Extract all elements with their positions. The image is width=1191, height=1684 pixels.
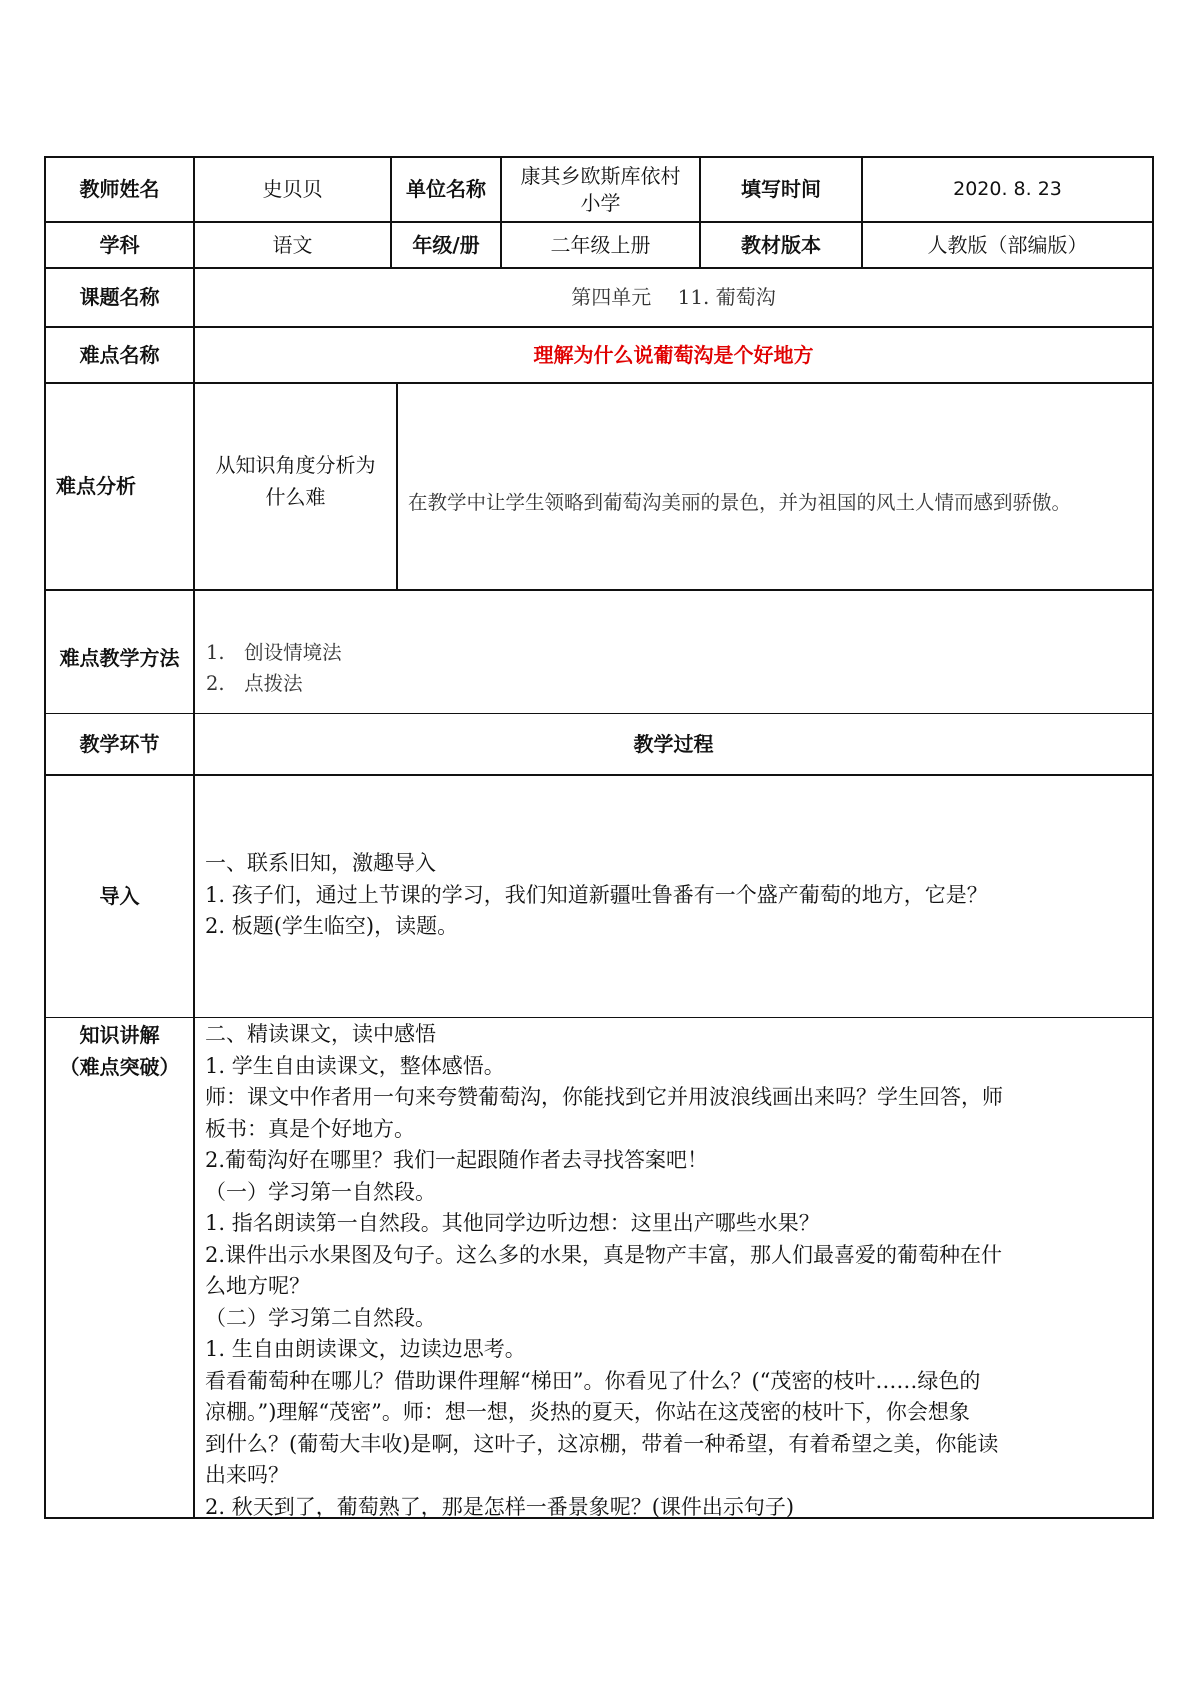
knowledge-line: 么地方呢？ bbox=[205, 1274, 310, 1298]
process-header: 教学过程 bbox=[633, 732, 714, 756]
method-item: 2. 点拨法 bbox=[206, 672, 303, 695]
intro-label: 导入 bbox=[99, 884, 140, 908]
knowledge-line: 出来吗？ bbox=[205, 1463, 289, 1487]
knowledge-line: 板书：真是个好地方。 bbox=[205, 1116, 415, 1141]
knowledge-content bbox=[205, 1019, 1003, 1523]
knowledge-line: 2.课件出示水果图及句子。这么多的水果，真是物产丰富，那人们最喜爱的葡萄种在什 bbox=[205, 1242, 1003, 1267]
difficulty-label: 难点名称 bbox=[79, 342, 160, 367]
row-divider bbox=[44, 774, 1154, 776]
row-divider bbox=[44, 1017, 1154, 1018]
edition-value: 人教版（部编版） bbox=[927, 232, 1088, 257]
unit-name-line: 康其乡欧斯库依村 bbox=[520, 163, 681, 188]
knowledge-line: 凉棚。”)理解“茂密”。师：想一想，炎热的夏天，你站在这茂密的枝叶下，你会想象 bbox=[205, 1400, 970, 1424]
difficulty-value: 理解为什么说葡萄沟是个好地方 bbox=[533, 342, 814, 367]
knowledge-line: 1. 指名朗读第一自然段。其他同学边听边想：这里出产哪些水果？ bbox=[205, 1211, 820, 1235]
unit-name-line: 小学 bbox=[580, 190, 621, 215]
analysis-sub-label-line: 从知识角度分析为 bbox=[215, 452, 376, 477]
analysis-label: 难点分析 bbox=[56, 474, 136, 498]
grade-label: 年级/册 bbox=[412, 232, 480, 257]
knowledge-line: 2.葡萄沟好在哪里？我们一起跟随作者去寻找答案吧！ bbox=[205, 1148, 709, 1172]
subject-label: 学科 bbox=[99, 232, 140, 257]
fill-time-label: 填写时间 bbox=[741, 177, 821, 201]
unit-name-value bbox=[502, 158, 699, 221]
analysis-value: 在教学中让学生领略到葡萄沟美丽的景色，并为祖国的风土人情而感到骄傲。 bbox=[408, 491, 1072, 515]
topic-value: 第四单元 11. 葡萄沟 bbox=[571, 285, 776, 309]
unit-name-label: 单位名称 bbox=[406, 177, 486, 201]
knowledge-line: 师：课文中作者用一句来夸赞葡萄沟，你能找到它并用波浪线画出来吗？学生回答，师 bbox=[205, 1085, 1003, 1109]
intro-line: 1. 孩子们，通过上节课的学习，我们知道新疆吐鲁番有一个盛产葡萄的地方，它是？ bbox=[205, 882, 988, 907]
edition-label: 教材版本 bbox=[741, 232, 821, 257]
knowledge-line: 看看葡萄种在哪儿？借助课件理解“梯田”。你看见了什么？(“茂密的枝叶……绿色的 bbox=[205, 1368, 981, 1393]
analysis-sub-label-line: 什么难 bbox=[265, 484, 326, 509]
knowledge-label-line: 知识讲解 bbox=[79, 1023, 160, 1047]
method-item: 1. 创设情境法 bbox=[206, 641, 342, 664]
analysis-sub-label bbox=[195, 384, 396, 589]
knowledge-line: 二、精读课文，读中感悟 bbox=[205, 1022, 436, 1046]
method-label: 难点教学方法 bbox=[59, 645, 180, 670]
knowledge-line: 1. 生自由朗读课文，边读边思考。 bbox=[205, 1337, 526, 1361]
knowledge-line: 1. 学生自由读课文，整体感悟。 bbox=[205, 1053, 505, 1078]
process-step-label: 教学环节 bbox=[79, 732, 160, 756]
knowledge-label-line: （难点突破） bbox=[59, 1055, 180, 1079]
fill-time-value: 2020. 8. 23 bbox=[953, 177, 1062, 200]
knowledge-line: （二）学习第二自然段。 bbox=[205, 1305, 436, 1330]
teacher-name-label: 教师姓名 bbox=[79, 177, 160, 201]
grade-value: 二年级上册 bbox=[550, 232, 651, 257]
row-divider bbox=[44, 713, 1154, 714]
knowledge-line: （一）学习第一自然段。 bbox=[205, 1179, 436, 1204]
knowledge-label bbox=[46, 1019, 193, 1089]
topic-label: 课题名称 bbox=[79, 285, 160, 309]
intro-content bbox=[205, 848, 988, 943]
teacher-name-value: 史贝贝 bbox=[262, 177, 323, 201]
intro-line: 2. 板题(学生临空)，读题。 bbox=[205, 914, 459, 938]
knowledge-line: 到什么？(葡萄大丰收)是啊，这叶子，这凉棚，带着一种希望，有着希望之美，你能读 bbox=[205, 1431, 999, 1456]
method-list bbox=[206, 637, 342, 699]
intro-line: 一、联系旧知，激趣导入 bbox=[205, 851, 436, 875]
subject-value: 语文 bbox=[272, 232, 313, 257]
knowledge-line: 2. 秋天到了，葡萄熟了，那是怎样一番景象呢？(课件出示句子) bbox=[205, 1494, 795, 1519]
row-divider bbox=[44, 589, 1154, 591]
